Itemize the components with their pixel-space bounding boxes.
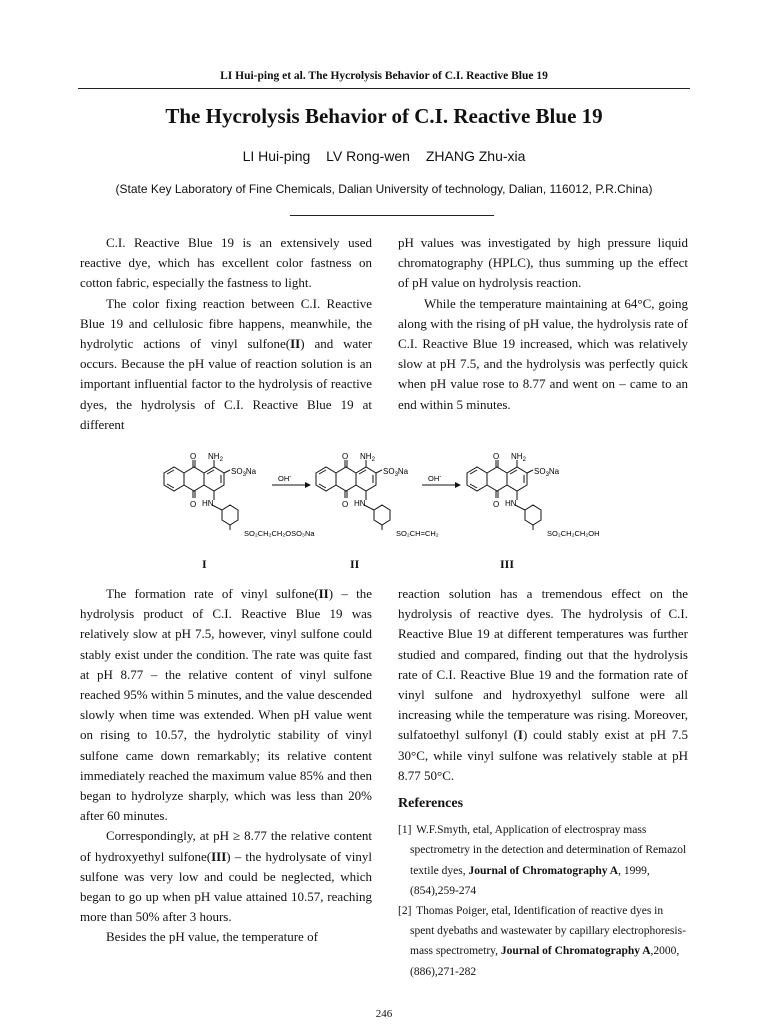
reaction-scheme <box>150 448 620 548</box>
molecule-I <box>164 452 315 538</box>
reference-item: [2] Thomas Poiger, etal, Identification of reactive dyes in spent dyebaths and wastewater by capillary electrophoresis-mass spectrometry, Journal of Chromatography A,2000,(886),271-282 <box>398 905 686 978</box>
svg-text:SO3Na: $SO_3Na$ <box>534 467 560 478</box>
tail-II-label: SO₂CH=CH₂ <box>396 529 439 538</box>
svg-text:O: O <box>493 500 500 509</box>
svg-text:O: O <box>342 500 349 509</box>
paragraph-fixing: The color fixing reaction between C.I. Reactive Blue 19 and cellulosic fibre happens, meanwhile, the hydrolytic actions of vinyl sulfone(II) and water occurs. Because the pH value of reaction solution is an important influential factor to the hydrolysis of reactive dyes, the hydrolysis of C.I. Reactive Blue 19 at different <box>80 295 372 432</box>
compound-label-I: I <box>202 557 207 571</box>
svg-text:OH-: OH- <box>428 474 442 483</box>
carbonyl-o-label: O <box>190 452 197 461</box>
author-1: LI Hui-ping <box>242 148 311 164</box>
so3na-label: $SO_3Na$ <box>231 467 257 478</box>
molecule-II <box>316 452 442 538</box>
paragraph-hydroxyethyl: Correspondingly, at pH ≥ 8.77 the relative content of hydroxyethyl sulfone(III) – the hydrolysate of vinyl sulfone was very low and could be neglected, which began to go up when pH value attained 10.57, reaching more than 50% after 3 hours. <box>80 828 372 925</box>
column-bottom-left <box>80 584 372 948</box>
author-2: LV Rong-wen <box>326 148 410 164</box>
column-top-right <box>398 233 688 415</box>
references-heading: References <box>398 796 464 812</box>
arrow-2 <box>422 474 461 488</box>
paragraph-hplc: pH values was investigated by high pressure liquid chromatography (HPLC), thus summing up the effect of pH value on hydrolysis reaction. <box>398 235 688 291</box>
svg-text:HN: HN <box>354 499 366 508</box>
molecule-III <box>467 452 600 538</box>
compound-label-III: III <box>500 557 515 571</box>
svg-text:NH2: $NH_2$ <box>511 452 526 463</box>
paragraph-temperature-effect: reaction solution has a tremendous effect on the hydrolysis of reactive dyes. The hydrolysis of C.I. Reactive Blue 19 at different temperatures was further studied and compared, finding out that the hydrolysis rate of C.I. Reactive Blue 19 and the formation rate of vinyl sulfone and hydroxyethyl sulfone were all increasing while the temperature was rising. Moreover, sulfatoethyl sulfonyl (I) could stably exist at pH 7.5 30°C, while vinyl sulfone was relatively stable at pH 8.77 50°C. <box>398 586 688 783</box>
nh2-label: $NH_2$ <box>208 452 223 463</box>
svg-text:O: O <box>493 452 500 461</box>
paragraph-besides: Besides the pH value, the temperature of <box>106 929 318 945</box>
paragraph-intro: C.I. Reactive Blue 19 is an extensively used reactive dye, which has excellent color fastness on cotton fabric, especially the fastness to light. <box>80 235 372 291</box>
running-head: LI Hui-ping et al. The Hycrolysis Behavior of C.I. Reactive Blue 19 <box>220 70 548 82</box>
title-separator <box>290 215 494 216</box>
compound-label-II: II <box>350 557 360 571</box>
page-number: 246 <box>375 1008 393 1020</box>
svg-text:NH2: $NH_2$ <box>360 452 375 463</box>
hn-label: HN <box>202 499 214 508</box>
svg-text:SO3Na: $SO_3Na$ <box>383 467 409 478</box>
arrow-1 <box>272 474 311 488</box>
column-top-left <box>80 233 372 435</box>
svg-text:OH-: OH- <box>278 474 292 483</box>
author-3: ZHANG Zhu-xia <box>425 148 526 164</box>
tail-I-label: SO₂CH₂CH₂OSO₃Na <box>244 529 315 538</box>
affiliation: (State Key Laboratory of Fine Chemicals, Dalian University of technology, Dalian, 116012, P.R.China) <box>115 182 653 196</box>
tail-III-label: SO₂CH₂CH₂OH <box>547 529 600 538</box>
column-bottom-right <box>398 584 688 982</box>
header-rule <box>78 88 690 89</box>
author-list <box>78 148 690 164</box>
paragraph-vinyl-sulfone: The formation rate of vinyl sulfone(II) – the hydrolysis product of C.I. Reactive Blue 19 was relatively slow at pH 7.5, however, vinyl sulfone could stably exist under the condition. The rate was quite fast at pH 8.77 – the relative content of vinyl sulfone reached 95% within 5 minutes, and the value descended slowly when time was extended. When pH value went on rising to 10.57, the hydrolytic stability of vinyl sulfone came down remarkably; its relative content immediately reached the maximum value 85% and then began to hydrolyze sharply, which was less than 20% after 60 minutes. <box>80 586 372 824</box>
paper-title: The Hycrolysis Behavior of C.I. Reactive Blue 19 <box>165 104 603 128</box>
svg-text:O: O <box>190 500 197 509</box>
paragraph-temperature: While the temperature maintaining at 64°C, going along with the rising of pH value, the hydrolysis rate of C.I. Reactive Blue 19 increased, which was relatively slow at pH 7.5, and the hydrolysis was perfectly quick when pH value rose to 8.77 and went on – came to an end within 5 minutes. <box>398 295 688 412</box>
reference-item: [1] W.F.Smyth, etal, Application of electrospray mass spectrometry in the detection and determination of Remazol textile dyes, Journal of Chromatography A, 1999,(854),259-274 <box>398 824 687 897</box>
svg-text:O: O <box>342 452 349 461</box>
svg-text:HN: HN <box>505 499 517 508</box>
